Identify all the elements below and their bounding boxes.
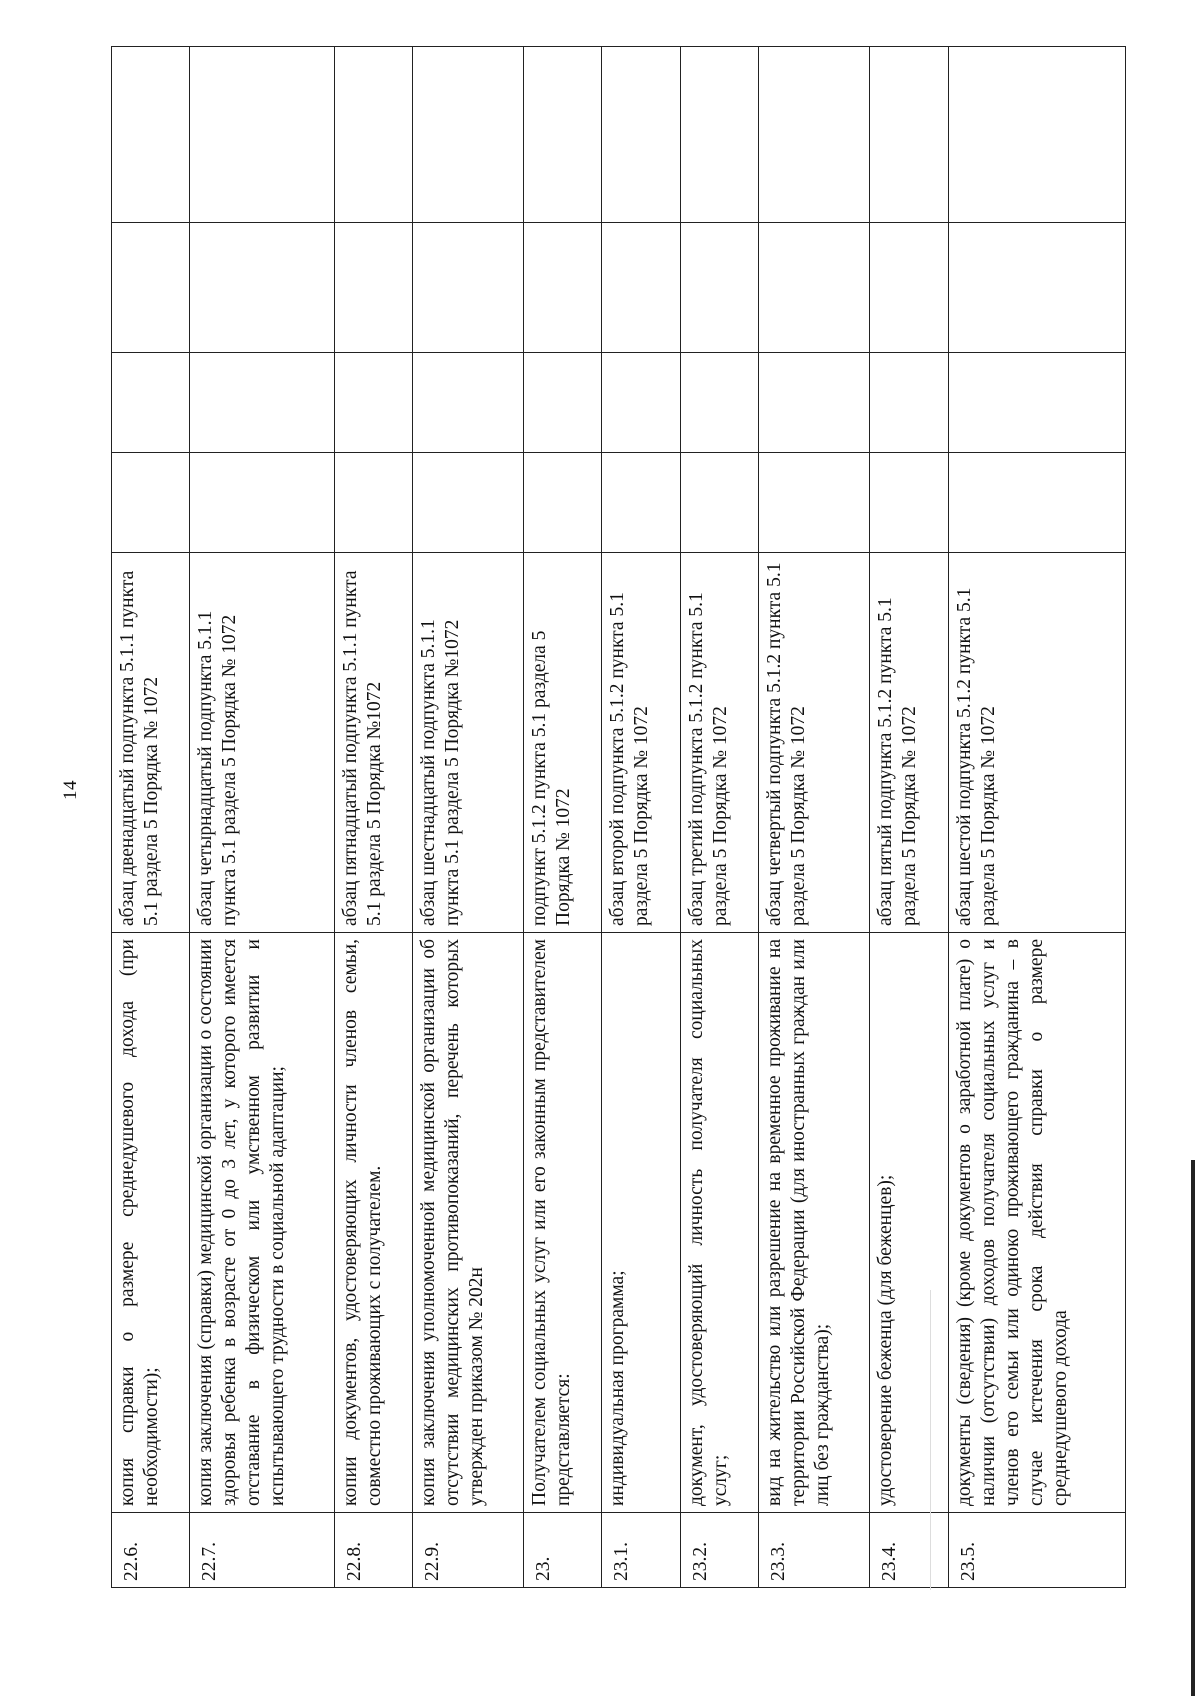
empty-cell xyxy=(759,353,870,453)
empty-cell xyxy=(680,223,758,353)
empty-cell xyxy=(524,453,602,553)
empty-cell xyxy=(334,453,412,553)
legal-reference-cell: абзац второй подпункта 5.1.2 пункта 5.1 раздела 5 Порядка № 1072 xyxy=(602,553,680,933)
empty-cell xyxy=(870,47,948,223)
empty-cell xyxy=(602,453,680,553)
empty-cell xyxy=(680,47,758,223)
empty-cell xyxy=(112,223,190,353)
document-description-cell: документы (сведения) (кроме документов о заработной плате) о наличии (отсутствии) доходов получателя социальных услуг и членов его семьи или одиноко проживающего гражданина – в случае истечения срока действия справки о размере среднедушевого дохода xyxy=(948,933,1125,1513)
legal-reference-cell: абзац шестой подпункта 5.1.2 пункта 5.1 раздела 5 Порядка № 1072 xyxy=(948,553,1125,933)
empty-cell xyxy=(602,47,680,223)
empty-cell xyxy=(412,453,523,553)
table-row xyxy=(334,47,412,1588)
empty-cell xyxy=(190,453,334,553)
empty-cell xyxy=(334,47,412,223)
table-row xyxy=(524,47,602,1588)
document-description-cell: копия заключения (справки) медицинской организации о состоянии здоровья ребенка в возрасте от 0 до 3 лет, у которого имеется отставание в физическом или умственном развитии и испытывающего трудности в социальной адаптации; xyxy=(190,933,334,1513)
empty-cell xyxy=(870,453,948,553)
empty-cell xyxy=(759,453,870,553)
table-row xyxy=(112,47,190,1588)
scan-edge-line xyxy=(1191,1160,1195,1696)
empty-cell xyxy=(334,353,412,453)
legal-reference-cell: абзац двенадцатый подпункта 5.1.1 пункта 5.1 раздела 5 Порядка № 1072 xyxy=(112,553,190,933)
legal-reference-cell: абзац пятнадцатый подпункта 5.1.1 пункта 5.1 раздела 5 Порядка №1072 xyxy=(334,553,412,933)
row-number-cell: 22.8. xyxy=(334,1513,412,1588)
document-description-cell: индивидуальная программа; xyxy=(602,933,680,1513)
empty-cell xyxy=(602,353,680,453)
empty-cell xyxy=(759,223,870,353)
empty-cell xyxy=(680,353,758,453)
document-description-cell: копии документов, удостоверяющих личности членов семьи, совместно проживающих с получателем. xyxy=(334,933,412,1513)
table-row xyxy=(412,47,523,1588)
row-number-cell: 22.9. xyxy=(412,1513,523,1588)
empty-cell xyxy=(112,453,190,553)
empty-cell xyxy=(412,47,523,223)
row-number-cell: 23.4. xyxy=(870,1513,948,1588)
document-description-cell: документ, удостоверяющий личность получателя социальных услуг; xyxy=(680,933,758,1513)
document-description-cell: удостоверение беженца (для беженцев); xyxy=(870,933,948,1513)
row-number-cell: 23. xyxy=(524,1513,602,1588)
row-number-cell: 23.1. xyxy=(602,1513,680,1588)
empty-cell xyxy=(759,47,870,223)
table-row xyxy=(602,47,680,1588)
table-row xyxy=(948,47,1125,1588)
document-table-rotated xyxy=(111,47,1126,1588)
empty-cell xyxy=(334,223,412,353)
legal-reference-cell: абзац третий подпункта 5.1.2 пункта 5.1 раздела 5 Порядка № 1072 xyxy=(680,553,758,933)
row-number-cell: 23.3. xyxy=(759,1513,870,1588)
empty-cell xyxy=(112,353,190,453)
empty-cell xyxy=(190,353,334,453)
legal-reference-cell: абзац пятый подпункта 5.1.2 пункта 5.1 раздела 5 Порядка № 1072 xyxy=(870,553,948,933)
document-description-cell: копия справки о размере среднедушевого дохода (при необходимости); xyxy=(112,933,190,1513)
row-number-cell: 23.2. xyxy=(680,1513,758,1588)
empty-cell xyxy=(524,353,602,453)
empty-cell xyxy=(948,223,1125,353)
legal-reference-cell: подпункт 5.1.2 пункта 5.1 раздела 5 Порядка № 1072 xyxy=(524,553,602,933)
empty-cell xyxy=(948,453,1125,553)
empty-cell xyxy=(190,223,334,353)
empty-cell xyxy=(524,223,602,353)
empty-cell xyxy=(524,47,602,223)
page-number: 14 xyxy=(60,780,81,800)
requirements-table xyxy=(111,46,1126,1588)
empty-cell xyxy=(602,223,680,353)
document-description-cell: вид на жительство или разрешение на временное проживание на территории Российской Федерации (для иностранных граждан или лиц без гражданства); xyxy=(759,933,870,1513)
empty-cell xyxy=(190,47,334,223)
legal-reference-cell: абзац четвертый подпункта 5.1.2 пункта 5.1 раздела 5 Порядка № 1072 xyxy=(759,553,870,933)
legal-reference-cell: абзац шестнадцатый подпункта 5.1.1 пункта 5.1 раздела 5 Порядка №1072 xyxy=(412,553,523,933)
empty-cell xyxy=(948,47,1125,223)
legal-reference-cell: абзац четырнадцатый подпункта 5.1.1 пункта 5.1 раздела 5 Порядка № 1072 xyxy=(190,553,334,933)
empty-cell xyxy=(680,453,758,553)
empty-cell xyxy=(412,353,523,453)
scan-artifact-line xyxy=(930,1290,931,1590)
table-row xyxy=(759,47,870,1588)
document-description-cell: Получателем социальных услуг или его законным представителем представляется: xyxy=(524,933,602,1513)
empty-cell xyxy=(870,353,948,453)
empty-cell xyxy=(870,223,948,353)
document-description-cell: копия заключения уполномоченной медицинской организации об отсутствии медицинских противопоказаний, перечень которых утвержден приказом № 202н xyxy=(412,933,523,1513)
table-row xyxy=(190,47,334,1588)
table-body xyxy=(112,47,1126,1588)
empty-cell xyxy=(412,223,523,353)
empty-cell xyxy=(948,353,1125,453)
row-number-cell: 23.5. xyxy=(948,1513,1125,1588)
table-row xyxy=(870,47,948,1588)
empty-cell xyxy=(112,47,190,223)
row-number-cell: 22.7. xyxy=(190,1513,334,1588)
row-number-cell: 22.6. xyxy=(112,1513,190,1588)
table-row xyxy=(680,47,758,1588)
